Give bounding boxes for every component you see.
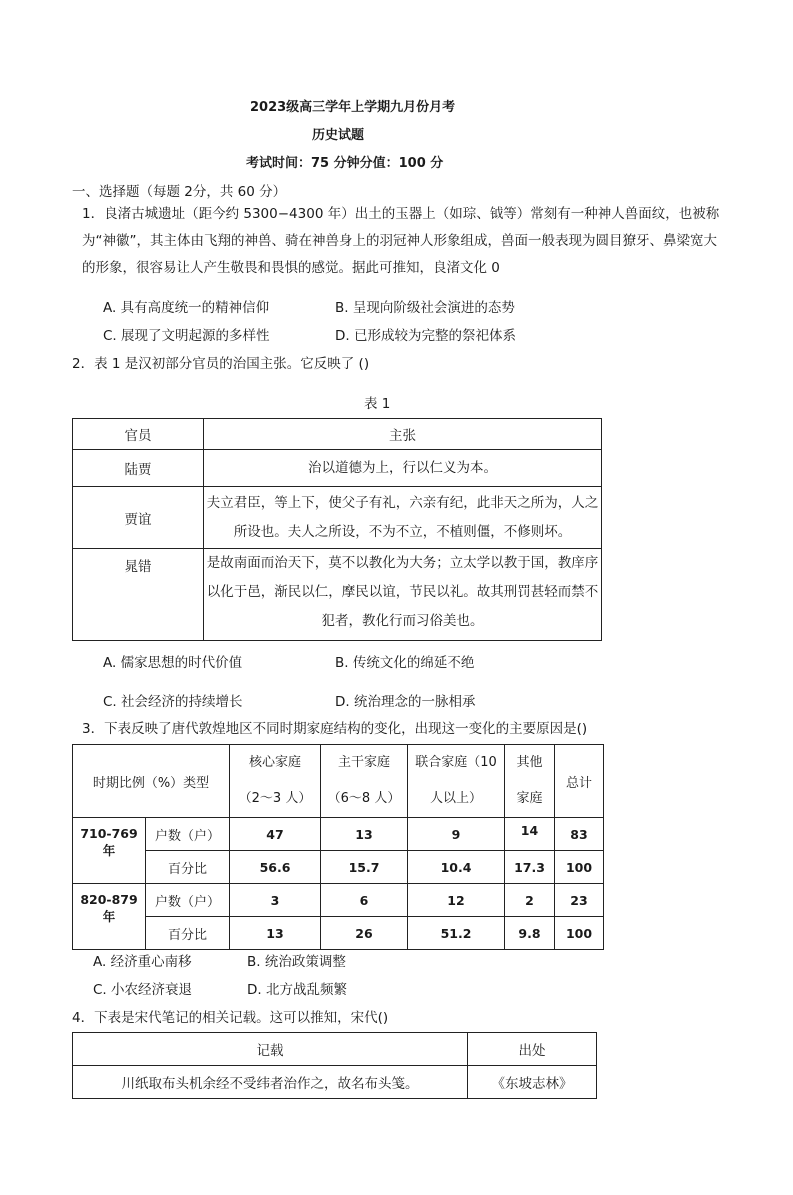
table-3-col-header: [505, 745, 555, 818]
table-3-col-header: [230, 745, 321, 818]
value-cell: 47: [230, 818, 321, 851]
value-cell: 12: [408, 884, 505, 917]
value-cell: 26: [321, 917, 408, 950]
claim-cell: 夫立君臣，等上下，使父子有礼，六亲有纪，此非天之所为，人之所设也。夫人之所设，不为不立，不植则僵，不修则坏。: [204, 487, 602, 549]
table-row: [73, 818, 604, 851]
q1-option-b[interactable]: B. 呈现向阶级社会演进的态势: [335, 300, 515, 316]
table-4-header-source: 出处: [468, 1033, 597, 1066]
official-cell: 晁错: [73, 549, 204, 641]
col-header-line1: 主干家庭: [337, 755, 390, 770]
question-1-text: 1．良渚古城遗址（距今约 5300−4300 年）出土的玉器上（如琮、钺等）常刻有一种神人兽面纹，也被称为“神徽”，其主体由飞翔的神兽、骑在神兽身上的羽冠神人形象组成，兽面一般表现为圆目獠牙、鼻梁宽大的形象，很容易让人产生敬畏和畏惧的感觉。据此可推知，良渚文化 0: [82, 206, 720, 276]
value-cell: 100: [555, 851, 604, 884]
table-3-corner-header: 时期比例（%）类型: [73, 745, 230, 818]
exam-title: 2023级高三学年上学期九月份月考: [250, 100, 456, 115]
q2-option-b[interactable]: B. 传统文化的绵延不绝: [335, 655, 475, 671]
col-header-line1: 总计: [565, 775, 592, 791]
table-row: [73, 1066, 597, 1099]
official-cell: 贾谊: [73, 487, 204, 549]
row-label-cell: 百分比: [146, 851, 230, 884]
col-header-line2: 家庭: [516, 791, 543, 806]
official-cell: 陆贾: [73, 450, 204, 487]
table-row: [73, 450, 602, 487]
question-4-text: 4．下表是宋代笔记的相关记载。这可以推知，宋代(): [72, 1010, 389, 1026]
table-1: [72, 418, 602, 641]
table-1-caption: 表 1: [364, 396, 391, 412]
table-3-col-header: [408, 745, 505, 818]
section-heading: 一、选择题（每题 2分，共 60 分）: [72, 184, 287, 200]
col-header-line2: 人以上）: [429, 791, 482, 806]
row-label-cell: 百分比: [146, 917, 230, 950]
period-cell: 820-879 年: [73, 884, 146, 950]
table-row: [73, 917, 604, 950]
claim-cell: 治以道德为上，行以仁义为本。: [204, 450, 602, 487]
table-3-col-header: [321, 745, 408, 818]
value-cell: 13: [230, 917, 321, 950]
q3-option-b[interactable]: B. 统治政策调整: [247, 954, 346, 970]
q3-option-c[interactable]: C. 小农经济衰退: [93, 982, 193, 998]
row-label-cell: 户数（户）: [146, 884, 230, 917]
q3-option-a[interactable]: A. 经济重心南移: [93, 954, 192, 970]
value-cell: 2: [505, 884, 555, 917]
record-cell: 川纸取布头机余经不受纬者治作之，故名布头笺。: [73, 1066, 468, 1099]
value-cell: 9: [408, 818, 505, 851]
subject-title: 历史试题: [312, 128, 365, 143]
value-cell: 9.8: [505, 917, 555, 950]
question-1: [82, 201, 720, 282]
source-cell: 《东坡志林》: [468, 1066, 597, 1099]
col-header-line2: （6～8 人）: [327, 791, 401, 806]
row-label-cell: 户数（户）: [146, 818, 230, 851]
q1-option-d[interactable]: D. 已形成较为完整的祭祀体系: [335, 328, 516, 344]
value-cell: 15.7: [321, 851, 408, 884]
value-cell: 83: [555, 818, 604, 851]
table-1-header-official: 官员: [73, 419, 204, 450]
table-row: [73, 884, 604, 917]
col-header-line1: 核心家庭: [248, 755, 301, 770]
table-1-header-claim: 主张: [204, 419, 602, 450]
value-cell: 23: [555, 884, 604, 917]
value-cell: 3: [230, 884, 321, 917]
q1-option-a[interactable]: A. 具有高度统一的精神信仰: [103, 300, 270, 316]
claim-cell: 是故南面而治天下，莫不以教化为大务；立太学以教于国，教庠序以化于邑，渐民以仁，摩民以谊，节民以礼。故其刑罚甚轻而禁不犯者，教化行而习俗美也。: [204, 549, 602, 641]
value-cell: 100: [555, 917, 604, 950]
question-2-text: 2．表 1 是汉初部分官员的治国主张。它反映了 (): [72, 356, 370, 372]
value-cell: 17.3: [505, 851, 555, 884]
table-row: [73, 549, 602, 641]
q2-option-c[interactable]: C. 社会经济的持续增长: [103, 694, 243, 710]
q2-option-a[interactable]: A. 儒家思想的时代价值: [103, 655, 243, 671]
q3-option-d[interactable]: D. 北方战乱频繁: [247, 982, 347, 998]
value-cell: 56.6: [230, 851, 321, 884]
value-cell: 6: [321, 884, 408, 917]
table-4-header-record: 记载: [73, 1033, 468, 1066]
col-header-line1: 联合家庭（10: [415, 755, 497, 770]
table-3-col-header: [555, 745, 604, 818]
table-row: [73, 487, 602, 549]
q2-option-d[interactable]: D. 统治理念的一脉相承: [335, 694, 476, 710]
col-header-line1: 其他: [516, 755, 543, 770]
exam-time-score: 考试时间：75 分钟分值：100 分: [246, 156, 444, 171]
value-cell: 10.4: [408, 851, 505, 884]
value-cell: 13: [321, 818, 408, 851]
period-cell: 710-769 年: [73, 818, 146, 884]
table-4: [72, 1032, 597, 1099]
table-row: [73, 851, 604, 884]
value-cell: 14: [505, 818, 555, 851]
value-cell: 51.2: [408, 917, 505, 950]
col-header-line2: （2～3 人）: [238, 791, 312, 806]
q1-option-c[interactable]: C. 展现了文明起源的多样性: [103, 328, 270, 344]
question-3-text: 3．下表反映了唐代敦煌地区不同时期家庭结构的变化，出现这一变化的主要原因是(): [82, 721, 588, 737]
table-3: [72, 744, 604, 950]
